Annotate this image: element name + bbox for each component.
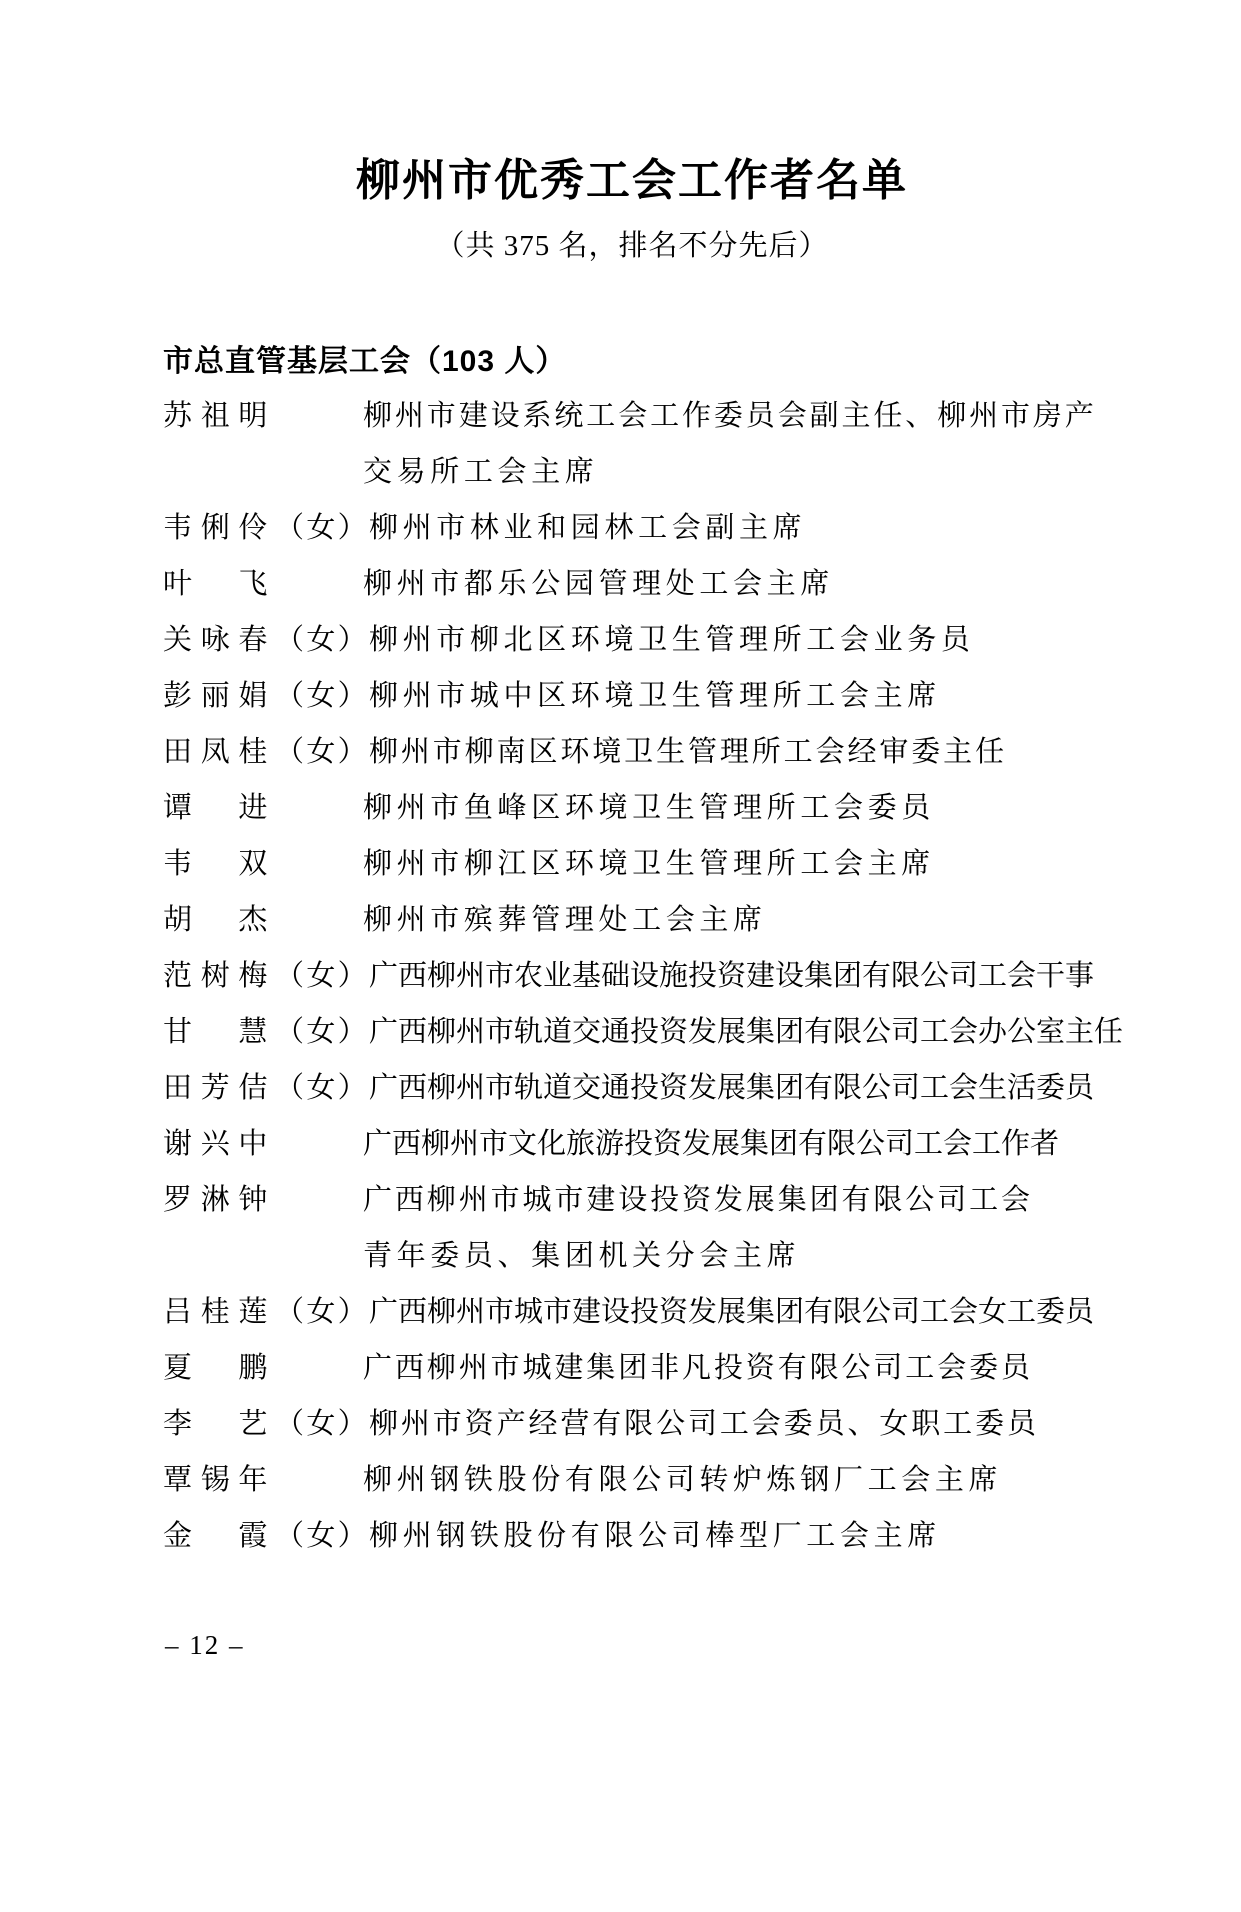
- entry-description-line: 柳州市都乐公园管理处工会主席: [363, 568, 834, 600]
- entry-description: [363, 556, 1101, 612]
- entry-name-cell: [163, 1340, 363, 1396]
- entry-description: [363, 780, 1101, 836]
- section-heading: 市总直管基层工会（103 人）: [163, 345, 567, 378]
- entry-name-cell: [163, 1452, 363, 1508]
- entry-name-cell: [163, 724, 369, 780]
- entry-description: [369, 500, 1101, 556]
- entry-description-line: 交易所工会主席: [363, 456, 599, 488]
- roster-entry: [163, 780, 1101, 836]
- entry-description: [369, 1508, 1101, 1564]
- entry-gender-marker: （女）: [275, 1520, 369, 1552]
- entry-name: 李 艺: [163, 1408, 277, 1440]
- entry-gender-marker: （女）: [275, 1296, 369, 1328]
- roster-entry: [163, 1172, 1101, 1284]
- entry-name-cell: [163, 612, 369, 668]
- entry-name-cell: [163, 668, 369, 724]
- roster-entry: [163, 1396, 1101, 1452]
- entry-gender-marker: （女）: [275, 736, 369, 768]
- roster-entry: [163, 388, 1101, 500]
- entry-description: [363, 388, 1101, 500]
- entry-name: 叶 飞: [163, 568, 277, 600]
- entry-description-line: 柳州市殡葬管理处工会主席: [363, 904, 767, 936]
- entry-description-line: 柳州市柳南区环境卫生管理所工会经审委主任: [368, 736, 1007, 768]
- entry-description-line: 广西柳州市文化旅游投资发展集团有限公司工会工作者: [363, 1128, 1060, 1160]
- entry-description-line: 柳州市柳北区环境卫生管理所工会业务员: [368, 624, 975, 656]
- entry-gender-marker: （女）: [275, 512, 369, 544]
- entry-name: 谢兴中: [163, 1128, 277, 1160]
- entry-name-cell: [163, 1284, 369, 1340]
- entry-gender-marker: （女）: [275, 680, 369, 712]
- entry-description-line: 柳州市林业和园林工会副主席: [368, 512, 807, 544]
- entry-description: [369, 668, 1101, 724]
- entry-name-cell: [163, 780, 363, 836]
- roster-entry: [163, 1060, 1101, 1116]
- entry-description-line: 广西柳州市城市建设投资发展集团有限公司工会: [363, 1184, 1033, 1216]
- entry-description-line: 柳州市资产经营有限公司工会委员、女职工委员: [368, 1408, 1039, 1440]
- entry-name-cell: [163, 1116, 363, 1172]
- entry-description-line: 广西柳州市轨道交通投资发展集团有限公司工会办公室主任: [368, 1016, 1123, 1048]
- entry-description-line: 柳州钢铁股份有限公司棒型厂工会主席: [368, 1520, 941, 1552]
- entry-name: 韦俐伶: [163, 512, 277, 544]
- entry-description: [369, 1060, 1101, 1116]
- page-title: 柳州市优秀工会工作者名单: [356, 156, 908, 205]
- entry-description-line: 青年委员、集团机关分会主席: [363, 1240, 801, 1272]
- entry-description-line: 广西柳州市农业基础设施投资建设集团有限公司工会干事: [368, 960, 1094, 992]
- entry-name: 田芳佶: [163, 1072, 277, 1104]
- entry-name: 甘 慧: [163, 1016, 277, 1048]
- entry-description-line: 广西柳州市城建集团非凡投资有限公司工会委员: [363, 1352, 1033, 1384]
- roster-entry: [163, 724, 1101, 780]
- roster-entry: [163, 1004, 1123, 1060]
- entry-name-cell: [163, 948, 369, 1004]
- entry-name: 范树梅: [163, 960, 277, 992]
- entry-description: [363, 1340, 1101, 1396]
- entry-description: [369, 724, 1101, 780]
- entry-description: [369, 612, 1101, 668]
- entry-name: 谭 进: [163, 792, 277, 824]
- roster-entry: [163, 668, 1101, 724]
- entry-description: [368, 1004, 1123, 1060]
- entry-gender-marker: （女）: [275, 1016, 369, 1048]
- entry-description: [363, 1116, 1101, 1172]
- entry-name: 夏 鹏: [163, 1352, 277, 1384]
- entry-description: [369, 1284, 1101, 1340]
- roster-entry: [163, 612, 1101, 668]
- entry-name-cell: [163, 1172, 363, 1228]
- entry-description-line: 广西柳州市轨道交通投资发展集团有限公司工会生活委员: [368, 1072, 1094, 1104]
- roster-entry: [163, 1340, 1101, 1396]
- entry-name: 罗淋钟: [163, 1184, 277, 1216]
- page-number: – 12 –: [165, 1630, 245, 1660]
- entry-description: [363, 892, 1101, 948]
- entry-description: [369, 1396, 1101, 1452]
- roster-entry: [163, 1508, 1101, 1564]
- document-page: [0, 158, 1241, 1912]
- entry-name: 吕桂莲: [163, 1296, 277, 1328]
- entry-description: [369, 948, 1101, 1004]
- entry-name: 胡 杰: [163, 904, 277, 936]
- roster-entry: [163, 500, 1101, 556]
- entry-description-line: 柳州市鱼峰区环境卫生管理所工会委员: [363, 792, 935, 824]
- entry-gender-marker: （女）: [275, 624, 369, 656]
- entry-name: 苏祖明: [163, 400, 277, 432]
- entry-description: [363, 1452, 1101, 1508]
- roster-entry: [163, 948, 1101, 1004]
- entry-name: 彭丽娟: [163, 680, 277, 712]
- entry-description-line: 柳州市建设系统工会工作委员会副主任、柳州市房产: [363, 400, 1097, 432]
- entry-description-line: 柳州市城中区环境卫生管理所工会主席: [368, 680, 941, 712]
- entry-name-cell: [163, 556, 363, 612]
- entry-name: 关咏春: [163, 624, 277, 656]
- entry-name-cell: [163, 388, 363, 444]
- entry-gender-marker: （女）: [275, 1408, 369, 1440]
- roster-entry: [163, 892, 1101, 948]
- roster-entry: [163, 1452, 1101, 1508]
- page-subtitle: （共 375 名，排名不分先后）: [435, 230, 829, 262]
- entry-name: 田凤桂: [163, 736, 277, 768]
- entry-name-cell: [163, 1508, 369, 1564]
- roster-entry: [163, 1284, 1101, 1340]
- entry-name: 韦 双: [163, 848, 277, 880]
- entry-name: 覃锡年: [163, 1464, 277, 1496]
- entry-description-line: 广西柳州市城市建设投资发展集团有限公司工会女工委员: [368, 1296, 1094, 1328]
- entry-name-cell: [163, 1396, 369, 1452]
- entry-name-cell: [163, 1060, 369, 1116]
- entry-description-line: 柳州钢铁股份有限公司转炉炼钢厂工会主席: [363, 1464, 1003, 1496]
- roster-list: [163, 388, 1123, 1564]
- entry-name-cell: [163, 1004, 369, 1060]
- entry-gender-marker: （女）: [275, 1072, 369, 1104]
- roster-entry: [163, 556, 1101, 612]
- entry-description: [363, 1172, 1101, 1284]
- roster-entry: [163, 836, 1101, 892]
- entry-description-line: 柳州市柳江区环境卫生管理所工会主席: [363, 848, 935, 880]
- entry-description: [363, 836, 1101, 892]
- entry-name-cell: [163, 892, 363, 948]
- entry-name: 金 霞: [163, 1520, 277, 1552]
- roster-entry: [163, 1116, 1101, 1172]
- entry-gender-marker: （女）: [275, 960, 369, 992]
- entry-name-cell: [163, 836, 363, 892]
- entry-name-cell: [163, 500, 369, 556]
